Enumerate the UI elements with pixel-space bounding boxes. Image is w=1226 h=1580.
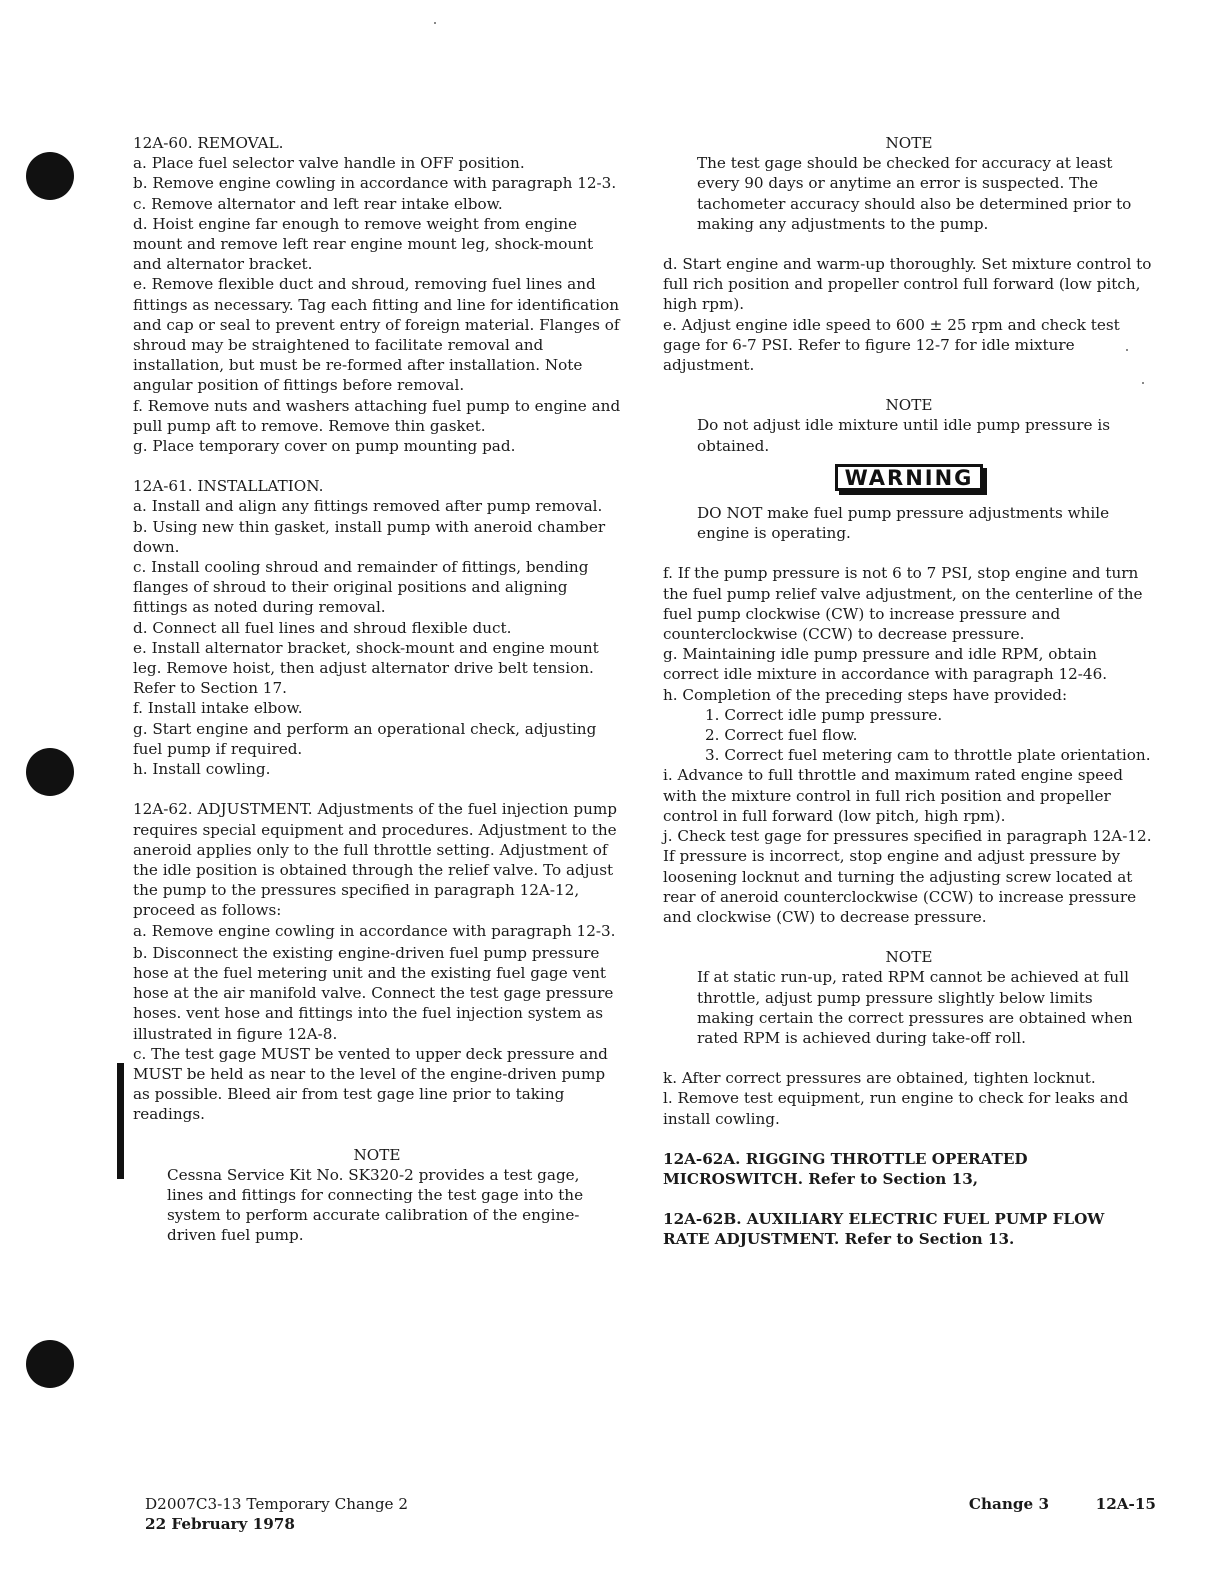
punch-hole-top xyxy=(26,152,74,200)
removal-step-d: d. Hoist engine far enough to remove weight from engine mount and remove left rear engine mount leg, shock-mount and alternator bracket. xyxy=(133,214,594,274)
installation-step-c: c. Install cooling shroud and remainder of fittings, bending flanges of shroud to their original positions and aligning fittings as noted during removal. xyxy=(133,558,589,617)
adjust-substep-2: 2. Correct fuel flow. xyxy=(705,726,858,745)
adjustment-step-b: b. Disconnect the existing engine-driven fuel pump pressure hose at the fuel metering unit and the existing fuel gage vent hose at the air manifold valve. Connect the test gage pressure hoses. vent hose and fittings into the fuel injection system as illustrated in figure 12A-8. xyxy=(133,943,614,1043)
removal-step-e: e. Remove flexible duct and shroud, removing fuel lines and fittings as necessary. Tag each fitting and line for identification and cap or seal to prevent entry of foreign material. Flanges of shroud may be straightened to facilitate removal and installation, but must be re-formed after installation. Note angular position of fittings before removal. xyxy=(133,275,620,395)
removal-step-g: g. Place temporary cover on pump mounting pad. xyxy=(133,437,516,456)
note1-body: The test gage should be checked for accuracy at least every 90 days or anytime an error is suspected. The tachometer accuracy should also be determined prior to making any adjustments to the pump. xyxy=(697,154,1132,233)
note2-title: NOTE xyxy=(885,396,933,415)
adjust-substep-3: 3. Correct fuel metering cam to throttle plate orientation. xyxy=(705,746,1151,765)
aux-pump-heading: 12A-62B. AUXILIARY ELECTRIC FUEL PUMP FLOW RATE ADJUSTMENT. Refer to Section 13. xyxy=(663,1210,1105,1249)
left-column xyxy=(133,133,621,1246)
note2-body: Do not adjust idle mixture until idle pump pressure is obtained. xyxy=(697,416,1111,455)
warning-body: DO NOT make fuel pump pressure adjustments while engine is operating. xyxy=(697,504,1110,543)
installation-step-h: h. Install cowling. xyxy=(133,760,271,779)
note3-body: If at static run-up, rated RPM cannot be achieved at full throttle, adjust pump pressure slightly below limits making certain the correct pressures are obtained when rated RPM is achieved during take-off roll. xyxy=(697,968,1133,1047)
installation-step-d: d. Connect all fuel lines and shroud flexible duct. xyxy=(133,618,512,637)
adjust-substep-1: 1. Correct idle pump pressure. xyxy=(705,705,943,724)
footer-change: Change 3 xyxy=(968,1495,1050,1513)
adjust-step-i: i. Advance to full throttle and maximum rated engine speed with the mixture control in full rich position and propeller control in full forward (low pitch, high rpm). xyxy=(663,766,1123,825)
left-note-body: Cessna Service Kit No. SK320-2 provides a test gage, lines and fittings for connecting the test gage into the system to perform accurate calibration of the engine-driven fuel pump. xyxy=(167,1165,584,1245)
note1-title: NOTE xyxy=(885,134,933,152)
right-column xyxy=(663,133,1155,1250)
adjustment-step-c: c. The test gage MUST be vented to upper deck pressure and MUST be held as near to the level of the engine-driven pump as possible. Bleed air from test gage line prior to taking readings. xyxy=(133,1044,608,1124)
installation-step-e: e. Install alternator bracket, shock-mount and engine mount leg. Remove hoist, then adjust alternator drive belt tension. Refer to Section 17. xyxy=(133,638,599,698)
adjust-step-k: k. After correct pressures are obtained, tighten locknut. xyxy=(663,1069,1096,1088)
adjust-step-g: g. Maintaining idle pump pressure and idle RPM, obtain correct idle mixture in accordance with paragraph 12-46. xyxy=(663,645,1108,684)
adjust-step-h: h. Completion of the preceding steps have provided: xyxy=(663,685,1068,704)
note3-title: NOTE xyxy=(885,948,933,967)
scan-speck xyxy=(434,22,436,24)
removal-step-b: b. Remove engine cowling in accordance with paragraph 12-3. xyxy=(133,174,617,193)
warning-banner xyxy=(663,464,1155,491)
adjust-step-j: j. Check test gage for pressures specified in paragraph 12A-12. If pressure is incorrect, stop engine and adjust pressure by loosening locknut and turning the adjusting screw located at rear of aneroid counterclockwise (CCW) to increase pressure and clockwise (CW) to decrease pressure. xyxy=(663,827,1152,926)
warning-label: WARNING xyxy=(835,464,984,491)
removal-step-a: a. Place fuel selector valve handle in OFF position. xyxy=(133,154,525,173)
adjust-step-d: d. Start engine and warm-up thoroughly. Set mixture control to full rich position and propeller control full forward (low pitch, high rpm). xyxy=(663,255,1152,314)
rigging-heading: 12A-62A. RIGGING THROTTLE OPERATED MICROSWITCH. Refer to Section 13, xyxy=(663,1149,1028,1188)
adjust-step-f: f. If the pump pressure is not 6 to 7 PSI, stop engine and turn the fuel pump relief valve adjustment, on the centerline of the fuel pump clockwise (CW) to increase pressure and counterclockwise (CCW) to decrease pressure. xyxy=(663,564,1143,644)
punch-hole-middle xyxy=(26,748,74,796)
left-note-title: NOTE xyxy=(353,1145,401,1164)
footer-right xyxy=(969,1494,1156,1514)
adjustment-intro: 12A-62. ADJUSTMENT. Adjustments of the fuel injection pump requires special equipment and procedures. Adjustment to the aneroid applies only to the full throttle setting. Adjustment of the idle position is obtained through the relief valve. To adjust the pump to the pressures specified in paragraph 12A-12, proceed as follows: xyxy=(133,800,617,920)
removal-step-c: c. Remove alternator and left rear intake elbow. xyxy=(133,194,503,213)
footer-page-number: 12A-15 xyxy=(1095,1495,1156,1513)
adjust-step-l: l. Remove test equipment, run engine to check for leaks and install cowling. xyxy=(663,1089,1129,1128)
removal-heading: 12A-60. REMOVAL. xyxy=(133,134,284,152)
adjust-step-e: e. Adjust engine idle speed to 600 ± 25 rpm and check test gage for 6-7 PSI. Refer to figure 12-7 for idle mixture adjustment. xyxy=(663,315,1120,375)
footer-date: 22 February 1978 xyxy=(145,1515,295,1533)
installation-heading: 12A-61. INSTALLATION. xyxy=(133,477,324,496)
punch-hole-bottom xyxy=(26,1340,74,1388)
adjustment-step-a: a. Remove engine cowling in accordance with paragraph 12-3. xyxy=(133,921,616,940)
footer-left xyxy=(145,1494,408,1534)
installation-step-b: b. Using new thin gasket, install pump with aneroid chamber down. xyxy=(133,517,606,556)
footer-doc-id: D2007C3-13 Temporary Change 2 xyxy=(145,1495,409,1513)
installation-step-g: g. Start engine and perform an operational check, adjusting fuel pump if required. xyxy=(133,719,597,758)
revision-bar xyxy=(117,1063,124,1179)
installation-step-a: a. Install and align any fittings removed after pump removal. xyxy=(133,497,603,516)
removal-step-f: f. Remove nuts and washers attaching fuel pump to engine and pull pump aft to remove. Remove thin gasket. xyxy=(133,396,621,435)
installation-step-f: f. Install intake elbow. xyxy=(133,699,303,718)
